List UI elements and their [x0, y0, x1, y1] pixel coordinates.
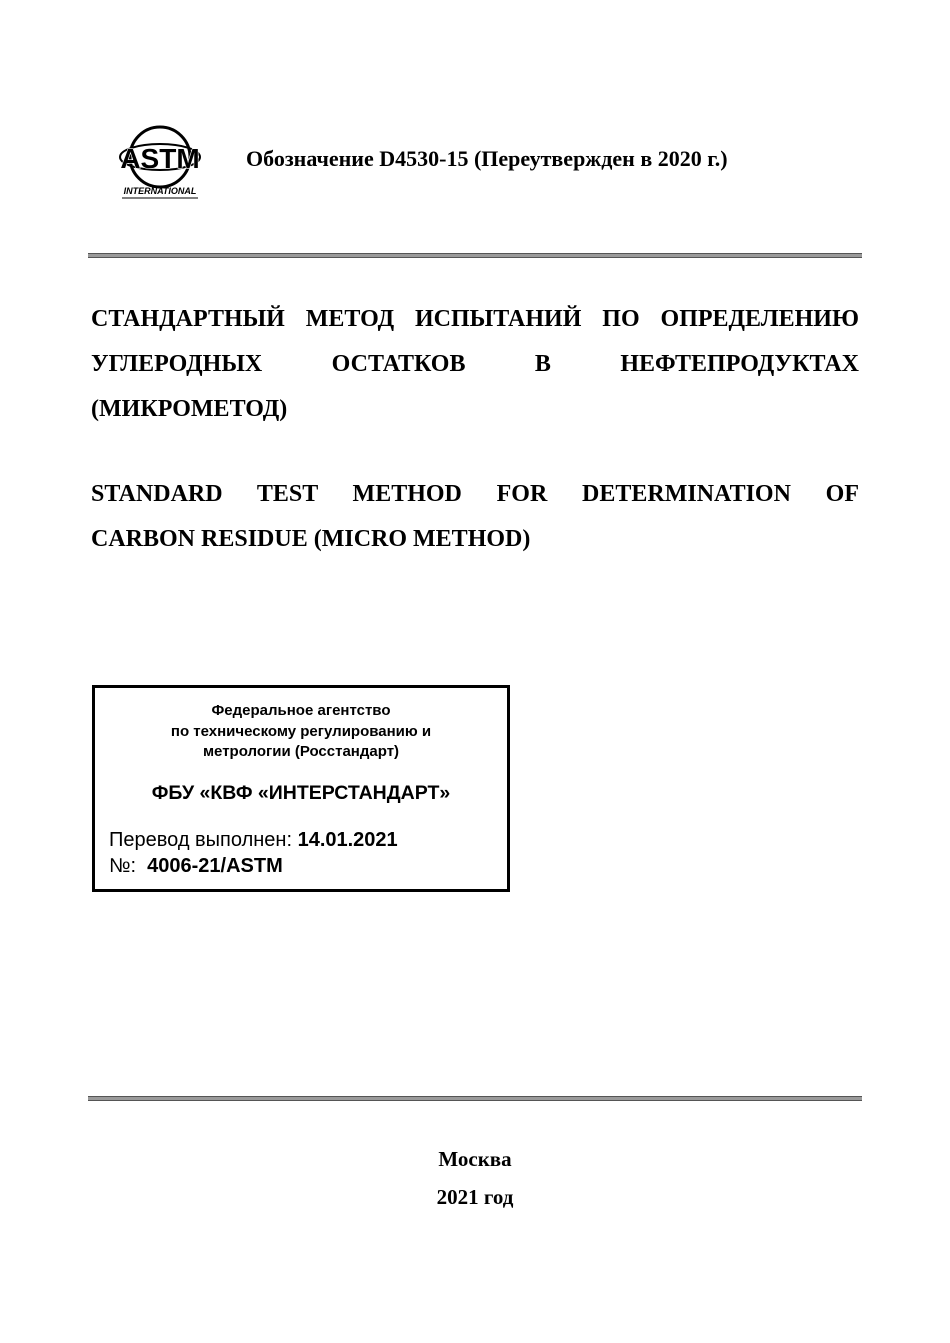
title-ru-line-2: УГЛЕРОДНЫХ ОСТАТКОВ В НЕФТЕПРОДУКТАХ — [91, 351, 859, 377]
logo-text: ASTM — [120, 143, 200, 174]
title-en-line-2: CARBON RESIDUE (MICRO METHOD) — [91, 526, 531, 552]
title-english — [91, 472, 859, 562]
number-label: №: — [109, 855, 137, 877]
year: 2021 год — [436, 1185, 514, 1209]
top-divider — [88, 253, 862, 258]
agency-line-2: по техническому регулированию и — [170, 722, 432, 740]
bottom-divider — [88, 1096, 862, 1101]
translation-label: Перевод выполнен: — [109, 829, 293, 851]
translation-date: 14.01.2021 — [297, 829, 398, 851]
title-en-line-1: STANDARD TEST METHOD FOR DETERMINATION OF — [91, 481, 859, 507]
title-ru-line-1: СТАНДАРТНЫЙ МЕТОД ИСПЫТАНИЙ ПО ОПРЕДЕЛЕНИЮ — [91, 306, 859, 332]
translation-date-line — [109, 829, 398, 852]
title-russian — [91, 297, 859, 432]
city: Москва — [438, 1147, 512, 1171]
title-ru-line-3: (МИКРОМЕТОД) — [91, 396, 288, 422]
logo-subtext: INTERNATIONAL — [123, 186, 197, 196]
translation-number-line — [109, 855, 283, 878]
agency-line-1: Федеральное агентство — [211, 702, 391, 719]
astm-logo — [118, 124, 202, 200]
designation: Обозначение D4530-15 (Переутвержден в 2020 г.) — [246, 146, 728, 171]
astm-logo-icon — [118, 124, 202, 200]
organization-name: ФБУ «КВФ «ИНТЕРСТАНДАРТ» — [151, 782, 451, 804]
number-value: 4006-21/ASTM — [147, 855, 283, 877]
agency-line-3: метрологии (Росстандарт) — [202, 743, 400, 760]
agency-name — [95, 701, 507, 763]
translation-stamp — [92, 685, 510, 892]
